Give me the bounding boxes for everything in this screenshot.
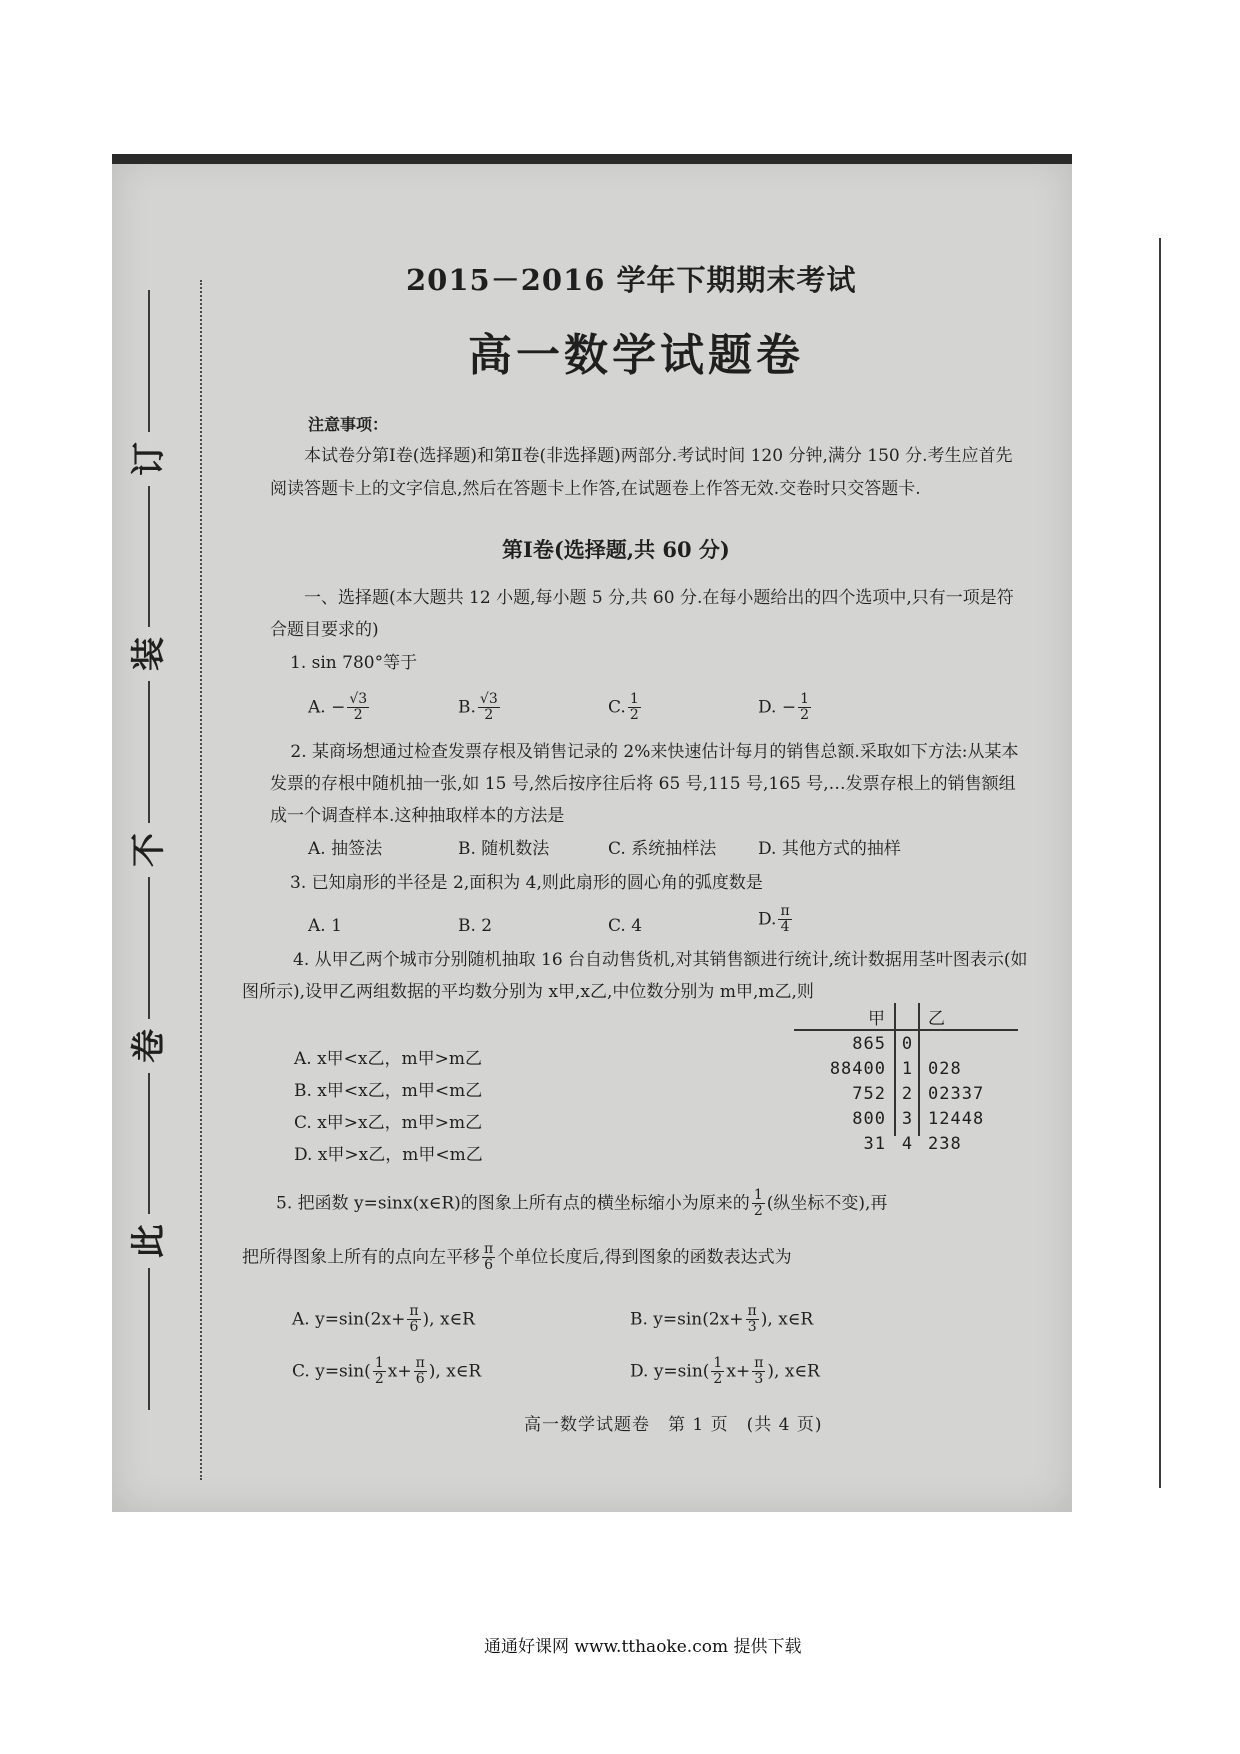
question-3-option-a: A. 1	[308, 916, 342, 936]
download-credit: 通通好课网 www.tthaoke.com 提供下载	[484, 1637, 802, 1657]
fraction-denominator: 3	[747, 1319, 757, 1336]
fraction	[752, 1356, 765, 1388]
question-3-stem: 3. 已知扇形的半径是 2,面积为 4,则此扇形的圆心角的弧度数是	[290, 873, 763, 893]
question-5-text: 个单位长度后,得到图象的函数表达式为	[497, 1247, 792, 1268]
fraction-denominator: 3	[754, 1371, 764, 1388]
question-3-option-b: B. 2	[458, 916, 493, 936]
question-4-option-a: A. x甲<x乙，m甲>m乙	[294, 1049, 482, 1069]
fraction-numerator: π	[415, 1355, 425, 1371]
option-text: A. y=sin(2x+	[292, 1309, 406, 1330]
question-3-option-d	[758, 904, 794, 936]
stem-leaf-right: 02337	[928, 1083, 985, 1104]
stem-leaf-row	[794, 1106, 1018, 1131]
question-5-text: 5. 把函数 y=sinx(x∈R)的图象上所有点的横坐标缩小为原来的	[276, 1193, 750, 1214]
option-label: D. −	[758, 697, 797, 718]
fraction-denominator: 2	[800, 707, 809, 724]
fraction-denominator: 6	[409, 1319, 419, 1336]
stem-leaf-stem: 3	[901, 1108, 913, 1129]
fraction	[798, 692, 811, 724]
fraction-numerator: 1	[800, 691, 809, 707]
binding-line	[148, 877, 150, 1019]
option-text: B. y=sin(2x+	[630, 1309, 744, 1330]
fraction	[628, 692, 641, 724]
fraction-denominator: 2	[353, 707, 363, 724]
question-1-option-c	[608, 692, 643, 724]
option-text: ), x∈R	[760, 1309, 814, 1330]
stem-leaf-stem: 0	[901, 1033, 913, 1054]
question-1-option-b	[458, 692, 502, 724]
question-4-option-c: C. x甲>x乙，m甲>m乙	[294, 1113, 483, 1133]
fraction-numerator: 1	[629, 691, 639, 707]
binding-char-5: 此	[129, 1224, 169, 1259]
question-1-stem: 1. sin 780°等于	[290, 653, 418, 673]
exam-year: 2015－2016 学年下期期末考试	[406, 263, 857, 297]
fraction-denominator: 6	[415, 1371, 425, 1388]
binding-char-2: 装	[129, 637, 169, 672]
binding-line	[148, 1268, 150, 1410]
binding-line	[148, 486, 150, 628]
stem-leaf-plot	[794, 1003, 1018, 1156]
binding-char-3: 不	[129, 833, 169, 868]
stem-leaf-left: 865	[852, 1033, 886, 1054]
binding-line	[148, 290, 150, 432]
stem-leaf-stem: 1	[901, 1058, 913, 1079]
stem-leaf-left-head: 甲	[868, 1008, 886, 1029]
option-text: ), x∈R	[422, 1309, 475, 1330]
binding-char-1: 订	[129, 441, 169, 476]
option-text: ), x∈R	[767, 1361, 820, 1382]
stem-leaf-row	[794, 1131, 1018, 1156]
question-5-text: 把所得图象上所有的点向左平移	[242, 1247, 480, 1268]
fraction	[373, 1356, 386, 1388]
right-margin-rule	[1159, 238, 1161, 1488]
stem-leaf-row	[794, 1081, 1018, 1106]
stem-leaf-stem: 2	[901, 1083, 913, 1104]
stem-leaf-left: 752	[852, 1083, 886, 1104]
stem-leaf-right: 028	[928, 1058, 962, 1079]
fraction-numerator: √3	[479, 691, 498, 707]
fraction-numerator: 1	[374, 1355, 384, 1371]
option-text: D. y=sin(	[630, 1361, 710, 1382]
option-label: C.	[608, 697, 626, 718]
fraction	[414, 1356, 427, 1388]
fraction-numerator: 1	[753, 1187, 763, 1203]
fraction-denominator: 4	[780, 919, 790, 936]
stem-leaf-stem: 4	[901, 1133, 913, 1154]
binding-dotted-line	[200, 280, 202, 1480]
fraction	[478, 692, 500, 724]
fraction-denominator: 2	[713, 1371, 723, 1388]
question-5-option-b	[630, 1304, 813, 1336]
question-1-option-d	[758, 692, 813, 724]
exam-title: 高一数学试题卷	[468, 330, 804, 381]
question-5-option-a	[292, 1304, 475, 1336]
question-5-stem-line-2	[242, 1242, 1032, 1274]
fraction	[746, 1304, 759, 1336]
section-heading: 一、选择题(本大题共 12 小题,每小题 5 分,共 60 分.在每小题给出的四个选项中,只有一项是符合题目要求的)	[270, 588, 1014, 640]
binding-line	[148, 681, 150, 823]
fraction	[778, 904, 791, 936]
fraction-numerator: √3	[349, 691, 368, 707]
fraction-denominator: 2	[374, 1371, 384, 1388]
binding-char-4: 卷	[129, 1028, 169, 1063]
stem-leaf-row	[794, 1031, 1018, 1056]
fraction-numerator: 1	[713, 1355, 723, 1371]
option-label: B.	[458, 697, 476, 718]
question-3-option-c: C. 4	[608, 916, 643, 936]
fraction	[347, 692, 369, 724]
part-title: 第Ⅰ卷(选择题,共 60 分)	[502, 537, 730, 562]
question-2-option-d: D. 其他方式的抽样	[758, 839, 901, 859]
question-4-option-b: B. x甲<x乙，m甲<m乙	[294, 1081, 483, 1101]
fraction-numerator: π	[754, 1355, 764, 1371]
question-4-option-d: D. x甲>x乙，m甲<m乙	[294, 1145, 483, 1165]
question-2-option-c: C. 系统抽样法	[608, 839, 717, 859]
fraction-denominator: 2	[484, 707, 494, 724]
photo-edge	[112, 154, 1072, 164]
notice-heading: 注意事项：	[308, 415, 389, 434]
question-5-text: (纵坐标不变),再	[766, 1193, 888, 1214]
fraction-denominator: 2	[629, 707, 639, 724]
question-2-option-a: A. 抽签法	[308, 839, 383, 859]
fraction	[407, 1304, 420, 1336]
stem-leaf-left: 31	[863, 1133, 886, 1154]
stem-leaf-header	[794, 1003, 1018, 1031]
stem-leaf-left: 800	[852, 1108, 886, 1129]
fraction-denominator: 6	[484, 1257, 494, 1274]
stem-leaf-right-head: 乙	[928, 1008, 946, 1029]
fraction	[482, 1242, 495, 1274]
page-footer: 高一数学试题卷 第 1 页 (共 4 页)	[524, 1415, 823, 1435]
option-text: x+	[726, 1361, 751, 1382]
fraction-numerator: π	[747, 1303, 757, 1319]
option-label: A. −	[308, 697, 346, 718]
stem-leaf-left: 88400	[829, 1058, 886, 1079]
option-text: C. y=sin(	[292, 1361, 371, 1382]
question-4-stem: 4. 从甲乙两个城市分别随机抽取 16 台自动售货机,对其销售额进行统计,统计数据用茎叶图表示(如图所示),设甲乙两组数据的平均数分别为 x甲,x乙,中位数分别为 m甲,m乙,则	[242, 950, 1028, 1002]
stem-leaf-row	[794, 1056, 1018, 1081]
question-1-option-a	[308, 692, 371, 724]
fraction	[752, 1188, 765, 1220]
question-5-option-d	[630, 1356, 820, 1388]
option-label: D.	[758, 909, 777, 930]
binding-line	[148, 1073, 150, 1215]
stem-leaf-right: 238	[928, 1133, 962, 1154]
question-2-stem: 2. 某商场想通过检查发票存根及销售记录的 2%来快速估计每月的销售总额.采取如下方法:从某本发票的存根中随机抽一张,如 15 号,然后按序往后将 65 号,115 号,165 号,…发票存根上的销售额组成一个调查样本.这种抽取样本的方法是	[270, 742, 1019, 826]
exam-photo	[112, 154, 1072, 1512]
question-2-option-b: B. 随机数法	[458, 839, 550, 859]
question-5-stem-line-1	[276, 1188, 1036, 1220]
fraction	[711, 1356, 724, 1388]
option-text: ), x∈R	[428, 1361, 482, 1382]
fraction-numerator: π	[484, 1241, 494, 1257]
question-5-option-c	[292, 1356, 481, 1388]
stem-leaf-right: 12448	[928, 1108, 985, 1129]
fraction-denominator: 2	[753, 1203, 763, 1220]
fraction-numerator: π	[409, 1303, 419, 1319]
binding-margin	[118, 280, 180, 1420]
fraction-numerator: π	[780, 903, 790, 919]
option-text: x+	[387, 1361, 412, 1382]
notice-body: 本试卷分第Ⅰ卷(选择题)和第Ⅱ卷(非选择题)两部分.考试时间 120 分钟,满分 150 分.考生应首先阅读答题卡上的文字信息,然后在答题卡上作答,在试题卷上作答无效.交卷时只交答题卡.	[270, 446, 1013, 499]
